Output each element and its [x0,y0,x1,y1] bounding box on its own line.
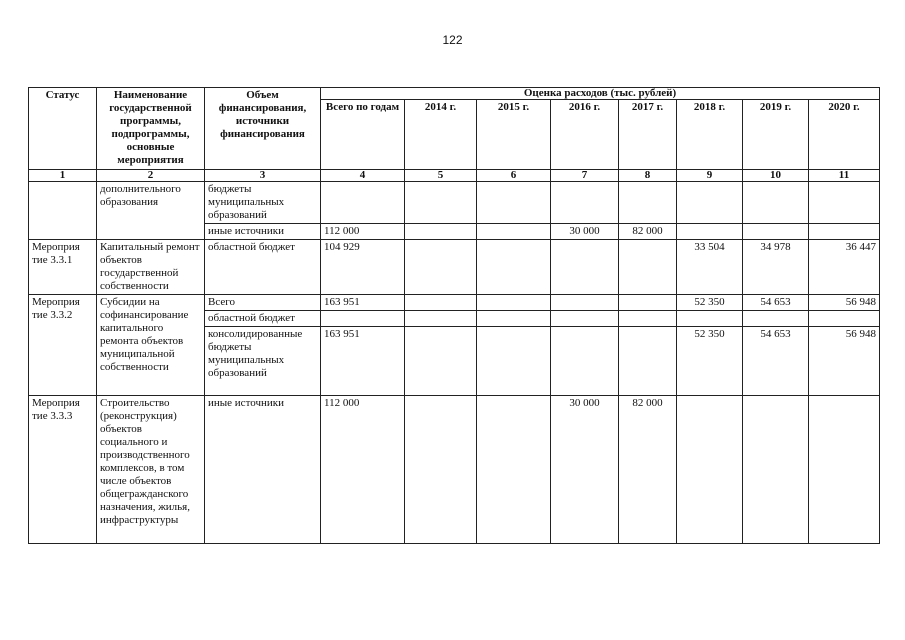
value-cell: 52 350 [677,327,743,396]
value-cell [405,240,477,295]
total-cell: 163 951 [321,295,405,311]
column-number: 10 [743,170,809,182]
header-year-2015: 2015 г. [477,100,551,170]
value-cell: 82 000 [619,224,677,240]
value-cell [477,311,551,327]
table-row [29,182,880,224]
total-cell [321,182,405,224]
header-year-2016: 2016 г. [551,100,619,170]
value-cell [477,224,551,240]
value-cell [743,311,809,327]
header-year-2017: 2017 г. [619,100,677,170]
value-cell: 30 000 [551,396,619,544]
value-cell: 52 350 [677,295,743,311]
value-cell [619,295,677,311]
header-row-top [29,88,880,100]
value-cell: 54 653 [743,327,809,396]
value-cell: 33 504 [677,240,743,295]
name-cell: Строительство (реконструкция) объектов социального и производственного комплексов, в том числе объектов общегражданского назначения, жилья, инфраструктуры [97,396,205,544]
value-cell: 56 948 [809,327,880,396]
page-number: 122 [442,33,463,47]
value-cell [619,182,677,224]
value-cell [477,182,551,224]
value-cell [619,240,677,295]
value-cell [405,182,477,224]
header-year-2018: 2018 г. [677,100,743,170]
value-cell: 36 447 [809,240,880,295]
table-row [29,295,880,311]
value-cell [743,182,809,224]
header-total: Всего по годам [321,100,405,170]
source-cell: областной бюджет [205,311,321,327]
value-cell [677,396,743,544]
column-number-row [29,170,880,182]
value-cell [743,224,809,240]
source-cell: иные источники [205,396,321,544]
column-number: 7 [551,170,619,182]
value-cell [809,311,880,327]
value-cell [619,311,677,327]
value-cell [477,240,551,295]
table-row [29,240,880,295]
value-cell [405,311,477,327]
source-cell: консолидированные бюджеты муниципальных образований [205,327,321,396]
value-cell [677,182,743,224]
total-cell: 112 000 [321,396,405,544]
value-cell [677,224,743,240]
source-cell: иные источники [205,224,321,240]
table-row [29,396,880,544]
status-cell: Мероприя тие 3.3.2 [29,295,97,396]
source-cell: бюджеты муниципальных образований [205,182,321,224]
header-estimate: Оценка расходов (тыс. рублей) [321,88,880,100]
total-cell: 112 000 [321,224,405,240]
name-cell: дополнительного образования [97,182,205,240]
column-number: 8 [619,170,677,182]
budget-table [28,87,880,544]
value-cell [809,224,880,240]
total-cell [321,311,405,327]
value-cell: 82 000 [619,396,677,544]
source-cell: Всего [205,295,321,311]
value-cell [619,327,677,396]
value-cell [551,327,619,396]
header-year-2014: 2014 г. [405,100,477,170]
status-cell: Мероприя тие 3.3.1 [29,240,97,295]
value-cell [477,295,551,311]
value-cell [551,240,619,295]
value-cell [405,327,477,396]
column-number: 3 [205,170,321,182]
column-number: 5 [405,170,477,182]
column-number: 2 [97,170,205,182]
header-name: Наименование государственной программы, подпрограммы, основные мероприятия [97,88,205,170]
header-status: Статус [29,88,97,170]
total-cell: 104 929 [321,240,405,295]
name-cell: Капитальный ремонт объектов государственной собственности [97,240,205,295]
value-cell [551,295,619,311]
source-cell: областной бюджет [205,240,321,295]
value-cell [677,311,743,327]
value-cell: 30 000 [551,224,619,240]
column-number: 1 [29,170,97,182]
value-cell [477,396,551,544]
column-number: 4 [321,170,405,182]
value-cell: 34 978 [743,240,809,295]
value-cell [551,182,619,224]
value-cell [405,224,477,240]
column-number: 9 [677,170,743,182]
column-number: 11 [809,170,880,182]
header-year-2019: 2019 г. [743,100,809,170]
status-cell [29,182,97,240]
name-cell: Субсидии на софинансирование капитального ремонта объектов муниципальной собственности [97,295,205,396]
value-cell [405,295,477,311]
value-cell [809,396,880,544]
status-cell: Мероприя тие 3.3.3 [29,396,97,544]
value-cell [809,182,880,224]
header-year-2020: 2020 г. [809,100,880,170]
total-cell: 163 951 [321,327,405,396]
column-number: 6 [477,170,551,182]
value-cell: 54 653 [743,295,809,311]
value-cell: 56 948 [809,295,880,311]
value-cell [477,327,551,396]
value-cell [551,311,619,327]
value-cell [405,396,477,544]
header-volume: Объем финансирования, источники финансирования [205,88,321,170]
value-cell [743,396,809,544]
